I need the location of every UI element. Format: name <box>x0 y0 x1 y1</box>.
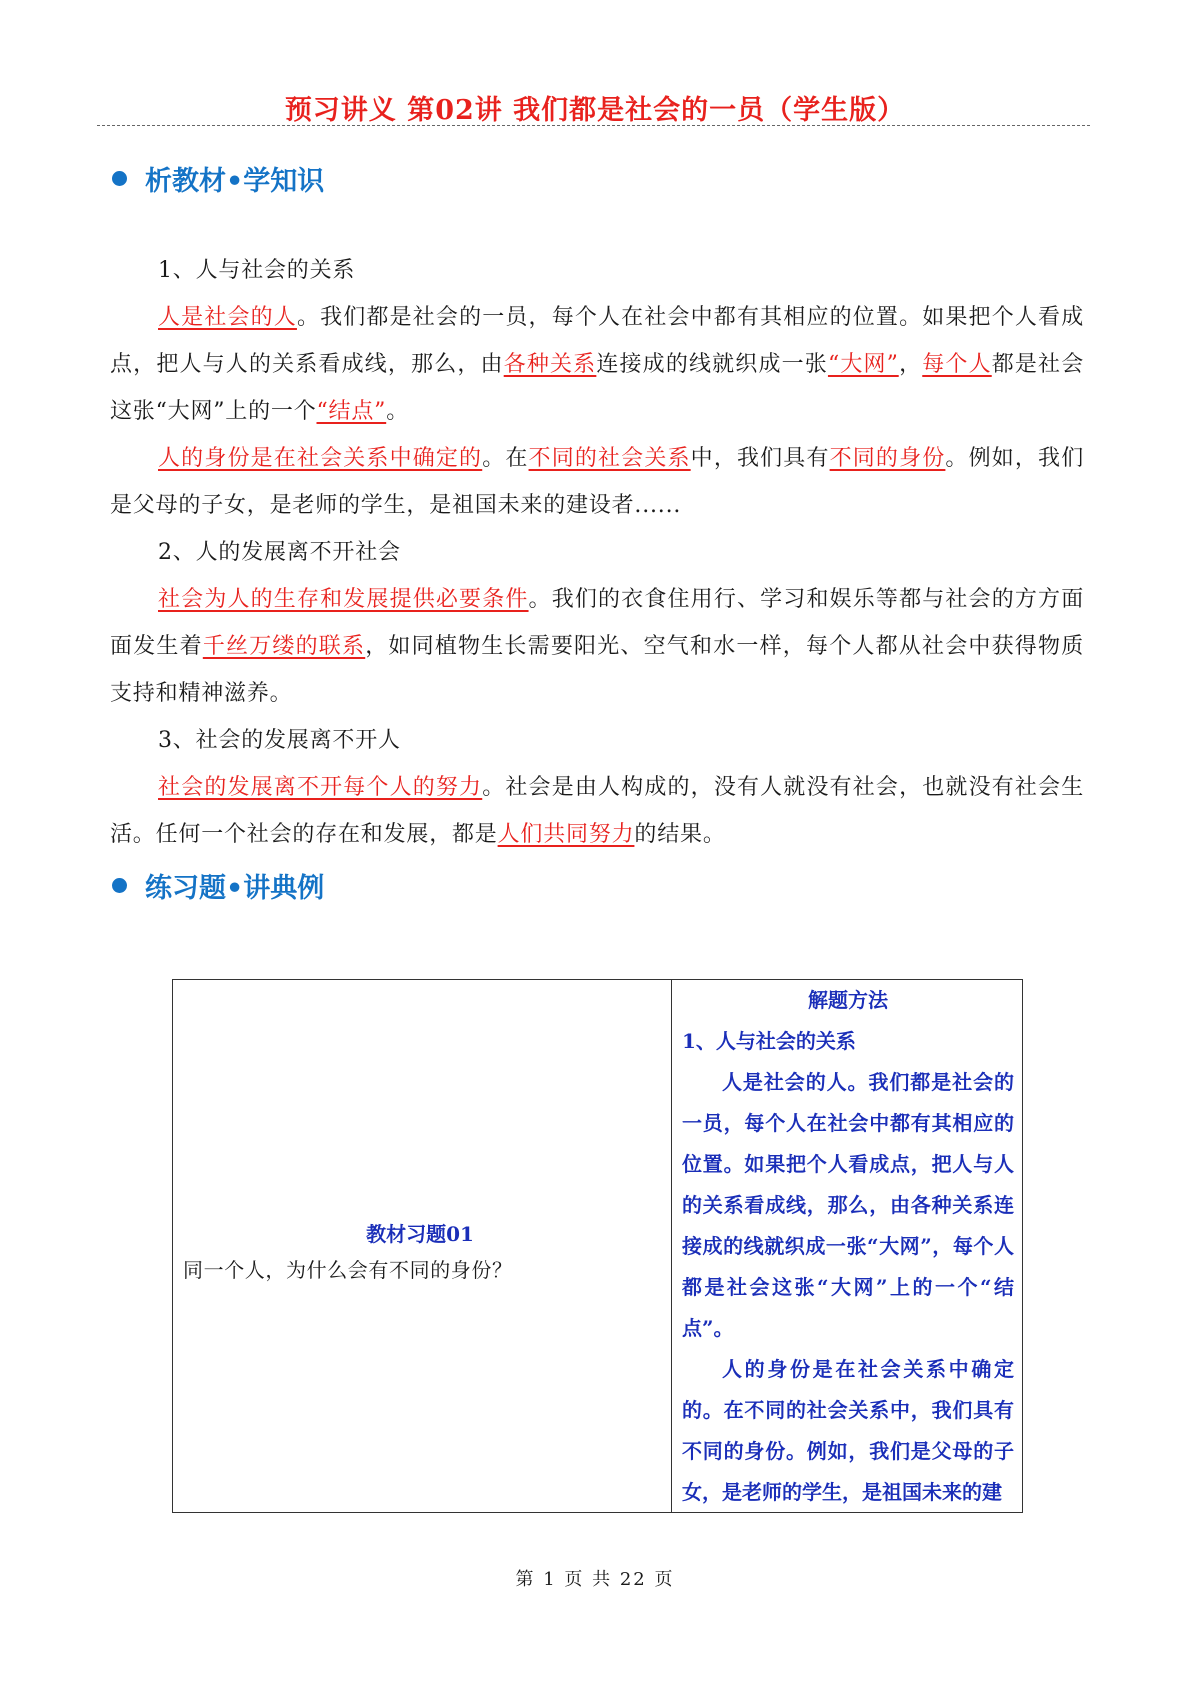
method-title: 解题方法 <box>808 988 888 1012</box>
text-run: 。社会是由人构成的，没有人就没有社会，也就没有社会生活。任何一个社会的存在和发展，都是 <box>110 775 1085 847</box>
title-divider <box>97 125 1090 126</box>
knowledge-heading-1: 1、人与社会的关系 <box>158 258 356 283</box>
section-heading-knowledge-label: 析教材•学知识 <box>145 165 325 197</box>
knowledge-heading-3: 3、社会的发展离不开人 <box>158 728 401 753</box>
text-run: 。我们都是社会的一员，每个人在社会中都有其相应的位置。如果把个人看成点，把人与人的关系看成线，那么，由 <box>110 305 1084 377</box>
text-run: 的结果。 <box>634 822 726 847</box>
text-run: 都是社会这张“大网”上的一个 <box>110 352 1085 424</box>
highlighted-term: “结点” <box>316 399 387 424</box>
exercise-table <box>172 979 1023 1513</box>
method-cell <box>672 980 1023 1513</box>
highlighted-term: 不同的社会关系 <box>528 446 691 471</box>
knowledge-content <box>110 247 1084 858</box>
knowledge-paragraph-2 <box>110 435 1084 529</box>
knowledge-heading-2: 2、人的发展离不开社会 <box>158 540 401 565</box>
text-run: ， <box>898 352 923 377</box>
question-text: 同一个人，为什么会有不同的身份？ <box>183 1258 513 1282</box>
text-run: 中，我们具有 <box>690 446 830 471</box>
section-heading-practice-label: 练习题•讲典例 <box>145 872 325 904</box>
knowledge-paragraph-3 <box>110 576 1084 717</box>
highlighted-term: 人的身份是在社会关系中确定的 <box>158 446 483 471</box>
text-run: 。 <box>386 399 410 424</box>
text-run: 。在 <box>482 446 529 471</box>
highlighted-term: 每个人 <box>922 352 992 377</box>
highlighted-term: 人们共同努力 <box>497 822 635 847</box>
text-run: 。例如，我们是父母的子女，是老师的学生，是祖国未来的建设者...... <box>110 446 1084 518</box>
method-paragraph-1: 人是社会的人。我们都是社会的一员，每个人在社会中都有其相应的位置。如果把个人看成点，把人与人的关系看成线，那么，由各种关系连接成的线就织成一张“大网”，每个人都是社会这张“大网”上的一个“结点”。 <box>682 1070 1014 1340</box>
page-footer: 第 1 页 共 22 页 <box>515 1569 675 1590</box>
text-run: ，如同植物生长需要阳光、空气和水一样，每个人都从社会中获得物质支持和精神滋养。 <box>110 634 1085 706</box>
highlighted-term: 社会为人的生存和发展提供必要条件 <box>158 587 529 612</box>
method-paragraph-2: 人的身份是在社会关系中确定的。在不同的社会关系中，我们具有不同的身份。例如，我们是父母的子女，是老师的学生，是祖国未来的建 <box>682 1357 1014 1504</box>
section-heading-practice <box>112 865 324 905</box>
bullet-icon <box>112 878 127 893</box>
question-cell <box>173 980 672 1513</box>
highlighted-term: 各种关系 <box>503 352 597 377</box>
knowledge-paragraph-4 <box>110 764 1084 858</box>
highlighted-term: “大网” <box>827 352 899 377</box>
highlighted-term: 千丝万缕的联系 <box>202 634 366 659</box>
method-heading: 1、人与社会的关系 <box>682 1029 856 1053</box>
knowledge-paragraph-1 <box>110 294 1084 435</box>
highlighted-term: 不同的身份 <box>829 446 946 471</box>
bullet-icon <box>112 171 127 186</box>
section-heading-knowledge <box>112 158 324 198</box>
text-run: 连接成的线就织成一张 <box>596 352 828 377</box>
highlighted-term: 人是社会的人 <box>158 305 297 330</box>
highlighted-term: 社会的发展离不开每个人的努力 <box>158 775 483 800</box>
text-run: 。我们的衣食住用行、学习和娱乐等都与社会的方方面面发生着 <box>110 587 1084 659</box>
page-title: 预习讲义 第02讲 我们都是社会的一员（学生版） <box>284 95 906 126</box>
question-title: 教材习题01 <box>366 1222 474 1246</box>
